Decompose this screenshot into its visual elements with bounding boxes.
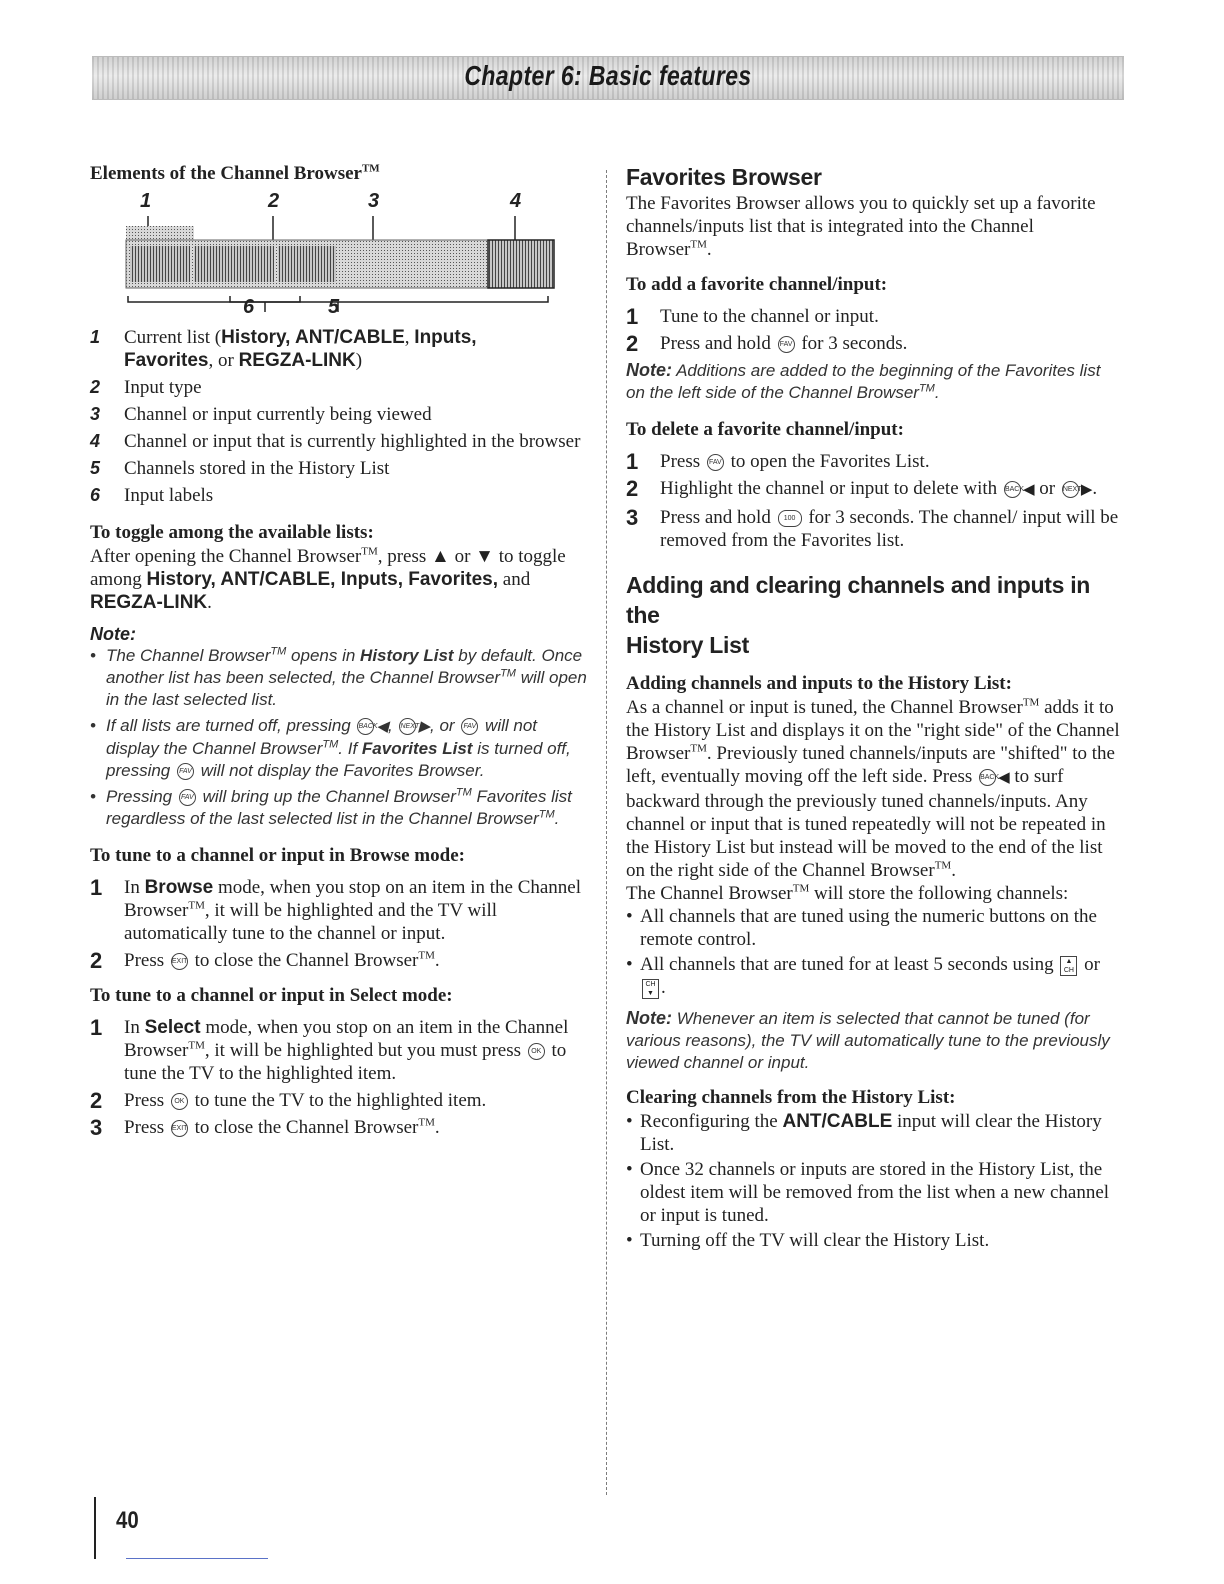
favorites-browser-heading: Favorites Browser (626, 164, 822, 190)
add-favorite-heading: To add a favorite channel/input: (626, 274, 888, 295)
hundred-button-icon: 100 (778, 510, 802, 527)
fav-button-icon: FAV (177, 763, 194, 780)
left-arrow-icon: ◀ (1022, 482, 1035, 498)
ok-button-icon: OK (171, 1093, 188, 1110)
add-favorite-steps (626, 305, 1122, 355)
back-button-icon: BACK (357, 718, 374, 735)
list-item: 2 Press EXIT to close the Channel Browser™. (90, 948, 440, 973)
exit-button-icon: EXIT (171, 1120, 188, 1137)
right-arrow-icon: ▶ (1080, 482, 1093, 498)
right-arrow-icon: ▶ (418, 718, 431, 735)
next-button-icon: NEXT (399, 718, 416, 735)
next-button-icon: NEXT (1062, 481, 1079, 498)
note-bullets (90, 645, 590, 830)
adding-history-text: As a channel or input is tuned, the Channel Browser™ adds it to the History List and displays it on the "right side" of the Channel Browser™. Previously tuned channels/inputs are "shifted" to the left, eventually moving off the left side. Press BACK◀ to surf backward through the previously tuned channels/inputs. Any channel or input that is tuned repeatedly will not be repeated in the History List but instead will be moved to the end of the list on the right side of the Channel Browser™. (626, 696, 1120, 881)
channel-browser-diagram (90, 190, 590, 320)
list-item: • If all lists are turned off, pressing BACK◀, NEXT▶, or FAV will not display the Channel Browser™. If Favorites List is turned off, pressing FAV will not display the Favorites Browser. (90, 715, 590, 782)
diagram-label-4: 4 (510, 190, 522, 212)
clearing-history-heading: Clearing channels from the History List: (626, 1087, 956, 1108)
page-number: 40 (116, 1507, 139, 1534)
fav-button-icon: FAV (179, 789, 196, 806)
channel-down-button-icon: CH ▼ (642, 979, 659, 999)
list-item: 3 Press and hold 100 for 3 seconds. The channel/ input will be removed from the Favorites list. (626, 505, 1119, 551)
store-text: The Channel Browser™ will store the following channels: (626, 882, 1069, 904)
list-item: 1 In Browse mode, when you stop on an item in the Channel Browser™, it will be highlighted and the TV will automatically tune to the channel or input. (90, 875, 582, 944)
list-item: • Turning off the TV will clear the History List. (626, 1229, 1122, 1252)
page-number-bar (94, 1497, 96, 1559)
toggle-heading: To toggle among the available lists: (90, 522, 374, 543)
elements-list (90, 326, 590, 507)
clearing-bullets (626, 1110, 1122, 1252)
history-list-heading: Adding and clearing channels and inputs in the History List (626, 572, 1091, 658)
diagram-label-6: 6 (243, 296, 255, 318)
list-item: • Once 32 channels or inputs are stored in the History List, the oldest item will be removed from the list when a new channel or input is tuned. (626, 1158, 1122, 1227)
ok-button-icon: OK (528, 1043, 545, 1060)
favorites-intro: The Favorites Browser allows you to quickly set up a favorite channels/inputs list that is integrated into the Channel Browser™. (626, 193, 1096, 260)
adding-history-heading: Adding channels and inputs to the History List: (626, 673, 1012, 694)
list-item: • All channels that are tuned using the numeric buttons on the remote control. (626, 905, 1122, 951)
list-item: 3 Channel or input currently being viewed (90, 404, 432, 425)
list-item: • The Channel Browser™ opens in History List by default. Once another list has been selected, the Channel Browser™ will open in the last selected list. (90, 645, 590, 711)
list-item: 2 Highlight the channel or input to delete with BACK◀ or NEXT▶. (626, 476, 1098, 501)
right-column (626, 162, 1122, 1254)
fav-button-icon: FAV (707, 454, 724, 471)
delete-favorite-steps (626, 450, 1122, 552)
bottom-rule (126, 1558, 268, 1559)
chapter-title: Chapter 6: Basic features (464, 60, 752, 91)
history-note: Note: Whenever an item is selected that cannot be tuned (for various reasons), the TV will automatically tune to the previously viewed channel or input. (626, 1008, 1110, 1072)
delete-favorite-heading: To delete a favorite channel/input: (626, 419, 904, 440)
note-label: Note: (90, 624, 136, 644)
back-button-icon: BACK (1004, 481, 1021, 498)
browse-mode-heading: To tune to a channel or input in Browse mode: (90, 845, 465, 866)
diagram-label-3: 3 (368, 190, 380, 212)
left-column (90, 162, 590, 1143)
list-item: 4 Channel or input that is currently highlighted in the browser (90, 431, 581, 452)
fav-button-icon: FAV (778, 336, 795, 353)
list-item: • Pressing FAV will bring up the Channel Browser™ Favorites list regardless of the last selected list in the Channel Browser™. (90, 786, 590, 830)
list-item: 1 Current list (History, ANT/CABLE, Inputs, Favorites, or REGZA-LINK) (90, 327, 477, 371)
back-button-icon: BACK (979, 769, 996, 786)
diagram-label-2: 2 (268, 190, 280, 212)
diagram-label-5: 5 (328, 296, 340, 318)
column-divider (606, 170, 607, 1495)
elements-heading: Elements of the Channel Browser™ (90, 162, 380, 184)
list-item: 3 Press EXIT to close the Channel Browser™. (90, 1115, 440, 1140)
list-item: 2 Press and hold FAV for 3 seconds. (626, 331, 908, 356)
list-item: 6 Input labels (90, 485, 214, 506)
browse-steps (90, 876, 590, 972)
left-arrow-icon: ◀ (998, 770, 1010, 786)
list-item: 5 Channels stored in the History List (90, 458, 390, 479)
channel-browser-bar-graphic (90, 190, 590, 320)
chapter-header-band (92, 56, 1124, 100)
store-bullets (626, 905, 1122, 999)
select-steps (90, 1016, 590, 1139)
list-item: • Reconfiguring the ANT/CABLE input will clear the History List. (626, 1110, 1122, 1156)
exit-button-icon: EXIT (171, 953, 188, 970)
channel-up-button-icon: ▲ CH (1060, 956, 1077, 976)
list-item: 1 Press FAV to open the Favorites List. (626, 449, 930, 474)
select-mode-heading: To tune to a channel or input in Select mode: (90, 985, 453, 1006)
diagram-label-1: 1 (140, 190, 152, 212)
list-item: • All channels that are tuned for at least 5 seconds using ▲ CH or CH ▼ . (626, 953, 1122, 999)
list-item: 1 In Select mode, when you stop on an item in the Channel Browser™, it will be highlighted but you must press OK to tune the TV to the highlighted item. (90, 1015, 569, 1084)
toggle-text: After opening the Channel Browser™, press ▲ or ▼ to toggle among History, ANT/CABLE, Inputs, Favorites, and REGZA-LINK. (90, 545, 566, 613)
add-favorite-note: Note: Additions are added to the beginning of the Favorites list on the left side of the Channel Browser™. (626, 360, 1101, 402)
list-item: 2 Press OK to tune the TV to the highlighted item. (90, 1088, 487, 1113)
fav-button-icon: FAV (461, 718, 478, 735)
list-item: 2 Input type (90, 377, 202, 398)
left-arrow-icon: ◀ (376, 718, 389, 735)
list-item: 1 Tune to the channel or input. (626, 304, 879, 329)
